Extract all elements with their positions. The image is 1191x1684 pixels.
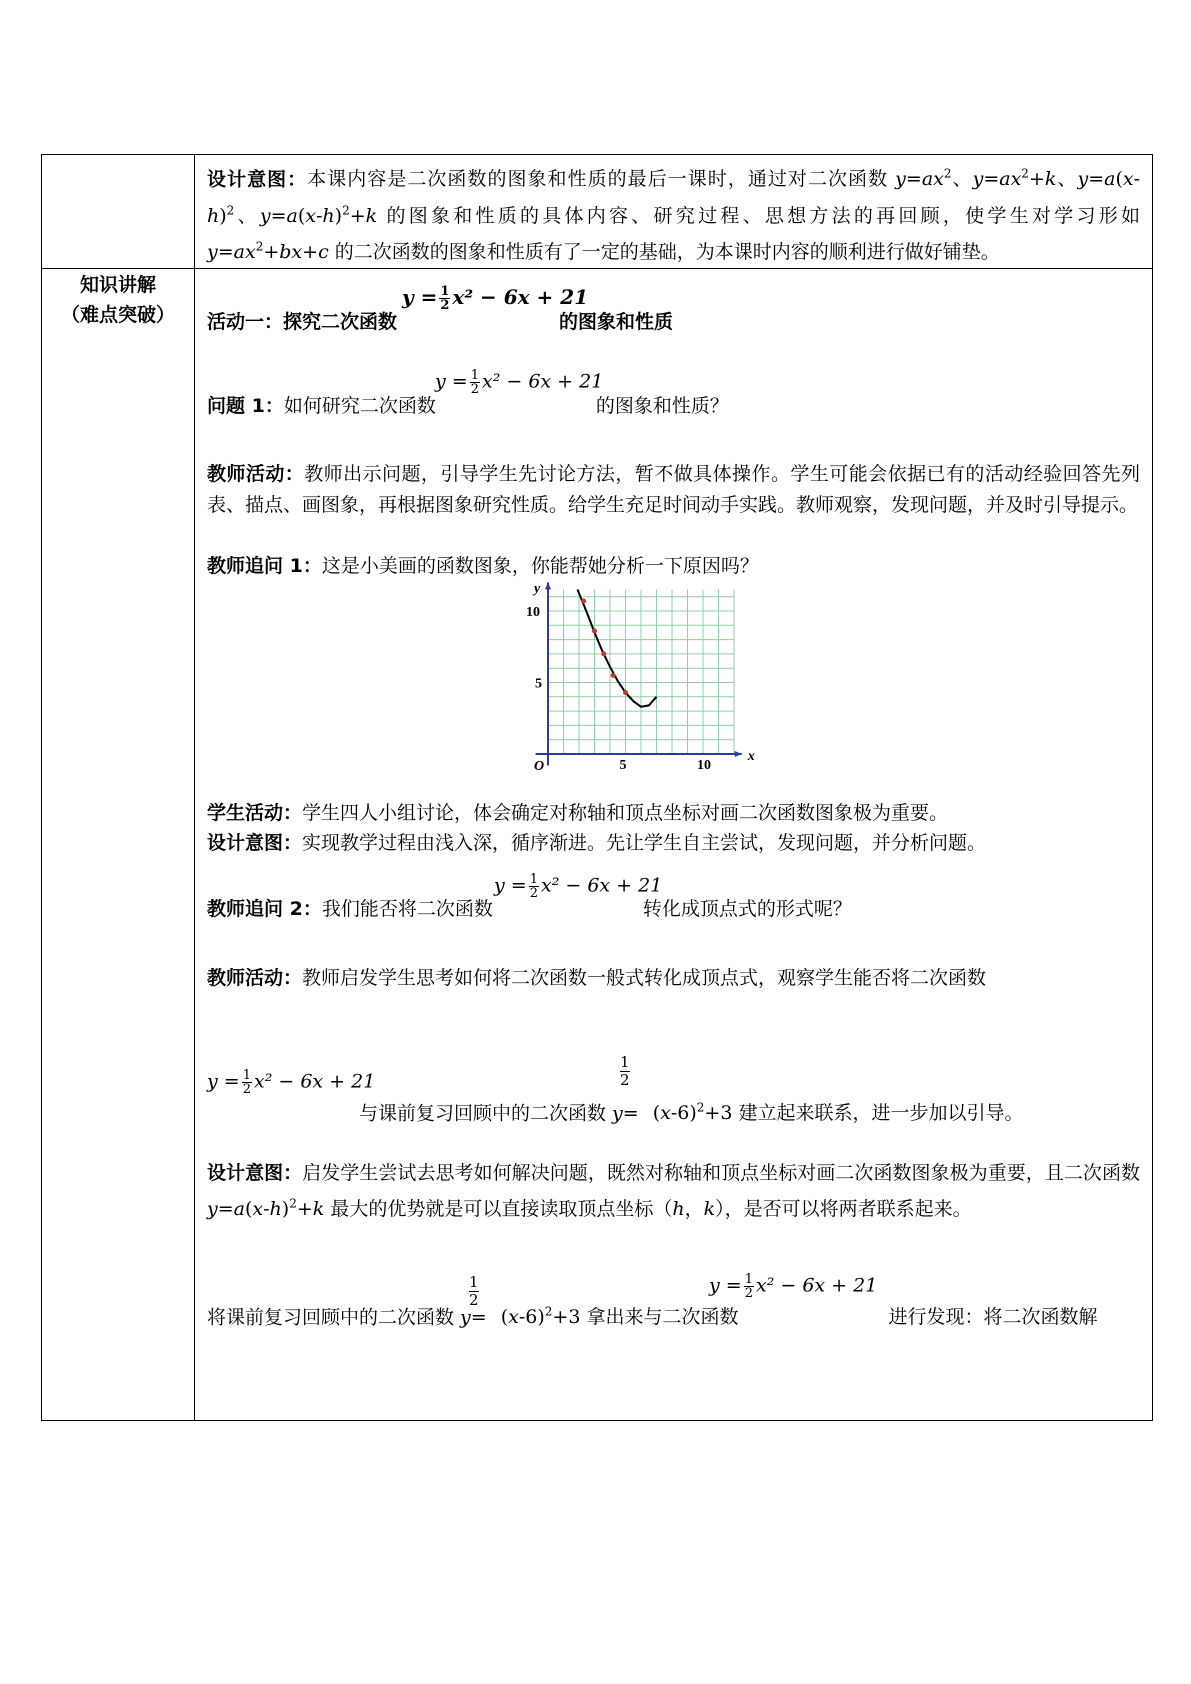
table-row	[42, 155, 1153, 269]
x-axis-label: x	[747, 748, 755, 764]
half-fraction-2: 1 2	[469, 1272, 479, 1309]
last-equation: y = $\frac{1}{2}$ x² − 6x + 21	[709, 1271, 878, 1301]
teacher-activity-paragraph: 教师活动：教师出示问题，引导学生先讨论方法，暂不做具体操作。学生可能会依据已有的活动经验回答先列表、描点、画图象，再根据图象研究性质。给学生充足时间动手实践。教师观察，发现问题，并及时引导提示。	[207, 462, 1140, 516]
x-tick-label: 5	[619, 757, 627, 773]
y-axis-arrow	[545, 582, 551, 589]
design-intent-paragraph	[207, 159, 1140, 268]
data-point	[623, 690, 628, 695]
design-intent-2: 设计意图：实现教学过程由浅入深，循序渐进。先让学生自主尝试，发现问题，并分析问题。	[207, 831, 987, 854]
y-axis-label: y	[534, 581, 541, 597]
x-tick-label: 10	[697, 757, 711, 773]
followup1: 教师追问 1：这是小美画的函数图象，你能帮她分析一下原因吗？	[207, 554, 759, 577]
function-graph	[518, 581, 755, 784]
y-tick-label: 10	[526, 604, 540, 620]
activity1-heading: 活动一：探究二次函数 的图象和性质	[207, 310, 674, 333]
row1-label-cell	[42, 155, 195, 269]
design-intent-label: 设计意图：	[207, 168, 308, 191]
followup2-equation: y = $\frac{1}{2}$ x² − 6x + 21	[494, 871, 663, 901]
data-point	[601, 651, 606, 656]
half-fraction: 1 2	[620, 1052, 630, 1089]
lesson-table	[41, 154, 1153, 1421]
x-axis-arrow	[735, 751, 742, 757]
row1-body-cell	[195, 155, 1153, 269]
followup2: 教师追问 2：我们能否将二次函数 转化成顶点式的形式呢？	[207, 897, 852, 920]
data-point	[581, 598, 586, 603]
link-equation: y = $\frac{1}{2}$ x² − 6x + 21	[207, 1067, 376, 1097]
section-subtitle: （难点突破）	[60, 303, 175, 326]
data-point	[592, 629, 597, 634]
question1: 问题 1：如何研究二次函数 的图象和性质？	[207, 394, 729, 417]
link-text: 与课前复习回顾中的二次函数 $y= (x-6)^2+3$ 建立起来联系，进一步加以引导。	[359, 1100, 1024, 1125]
design-intent-3: 设计意图：启发学生尝试去思考如何解决问题，既然对称轴和顶点坐标对画二次函数图象极为重要，且二次函数 $y=a(x-h)^2+k$ 最大的优势就是可以直接读取顶点坐标（h，k），是否可以将两者联系起来。	[207, 1161, 1140, 1221]
row2-label-cell	[42, 268, 195, 1420]
series-curve	[578, 589, 657, 706]
section-title: 知识讲解	[79, 273, 156, 296]
row2-body-cell	[195, 268, 1153, 1420]
origin-label: O	[534, 758, 545, 774]
activity1-equation: y = $\frac{1}{2}$ x² − 6x + 21	[402, 283, 589, 313]
design-intent-text: 本课内容是二次函数的图象和性质的最后一课时，通过对二次函数 $y=ax^2$、$y=ax^2+k$、$y=a(x-h)^2$、$y=a(x-h)^2+k$ 的图象和性质的具体内容、研究过程、思想方法的再回顾，使学生对学习形如 $y=ax^2+bx+c$ 的二次函数的图象和性质有了一定的基础，为本课时内容的顺利进行做好铺垫。	[207, 167, 1140, 263]
q1-equation: y = $\frac{1}{2}$ x² − 6x + 21	[435, 367, 604, 397]
student-activity: 学生活动：学生四人小组讨论，体会确定对称轴和顶点坐标对画二次函数图象极为重要。	[207, 801, 949, 824]
last-line: 将课前复习回顾中的二次函数 $y= (x-6)^2+3$ 拿出来与二次函数 进行发现：将二次函数解	[207, 1304, 1098, 1329]
data-point	[611, 673, 616, 678]
teacher-activity-2: 教师活动：教师启发学生思考如何将二次函数一般式转化成顶点式，观察学生能否将二次函数	[207, 966, 987, 989]
table-row	[42, 268, 1153, 1420]
y-tick-label: 5	[535, 676, 542, 692]
